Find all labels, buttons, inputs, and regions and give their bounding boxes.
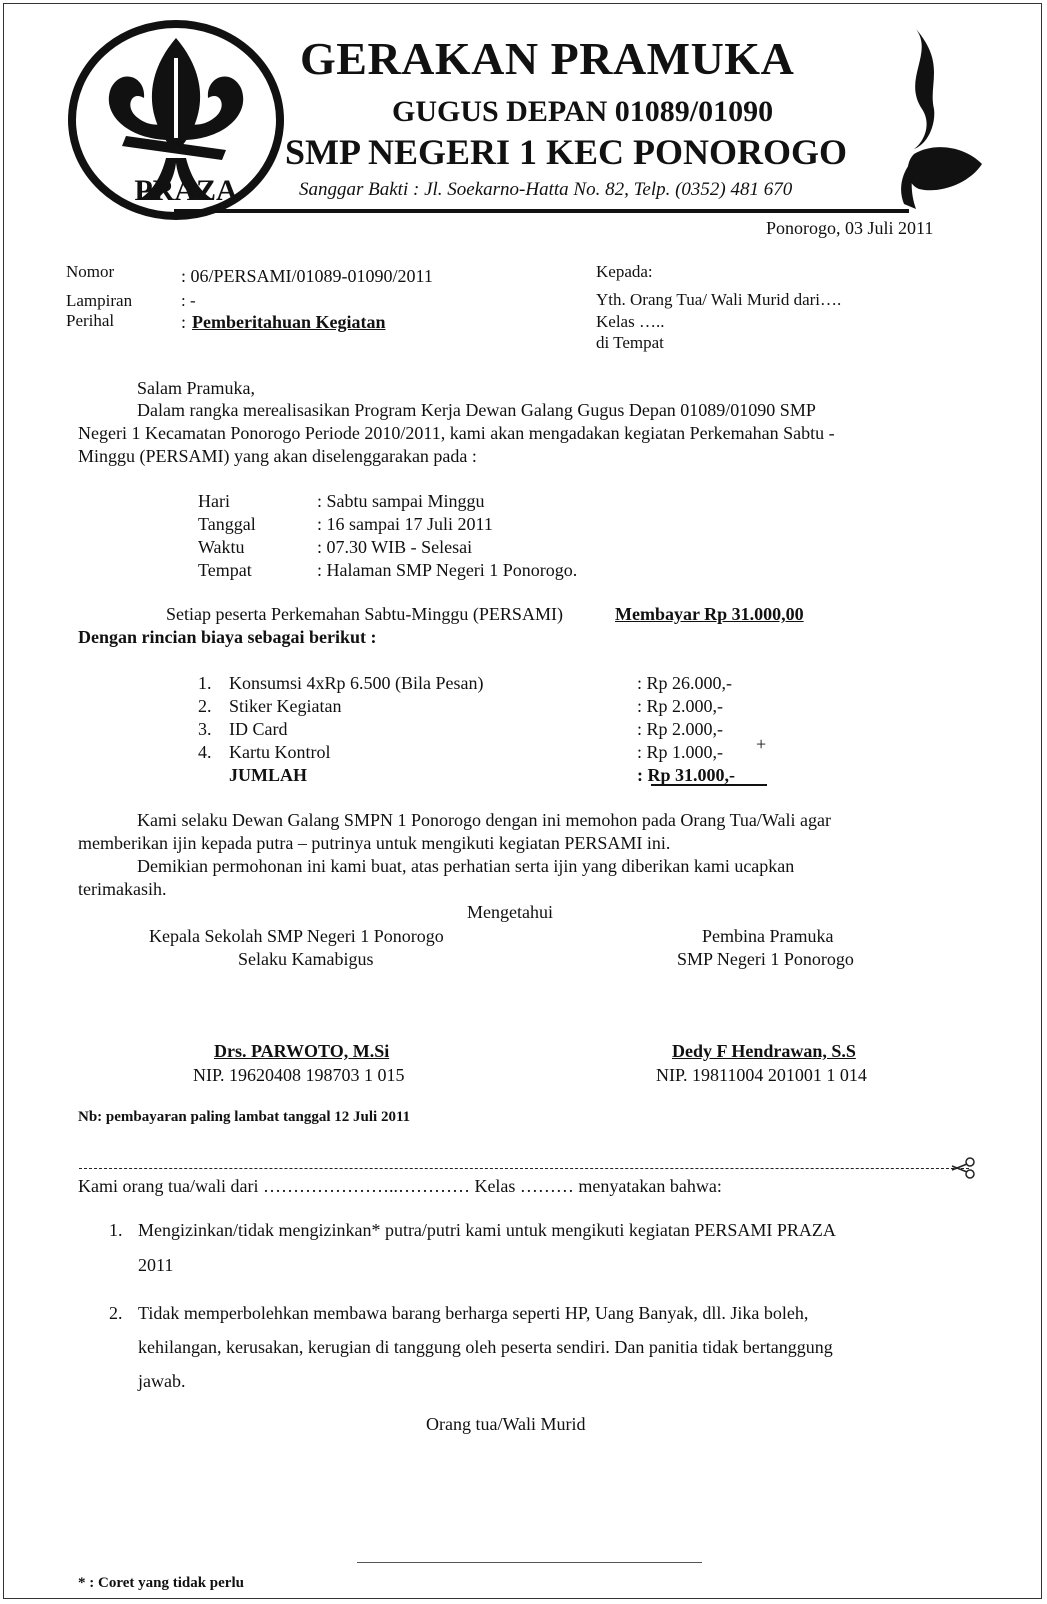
left-signer-name: Drs. PARWOTO, M.Si bbox=[214, 1041, 390, 1061]
right-signer-title-1: Pembina Pramuka bbox=[702, 926, 834, 946]
recipient-tempat: di Tempat bbox=[596, 333, 664, 352]
cost-total-label: JUMLAH bbox=[229, 765, 307, 785]
intro-line-3: Minggu (PERSAMI) yang akan diselenggarakan pada : bbox=[78, 446, 477, 466]
closing-line-1: Kami selaku Dewan Galang SMPN 1 Ponorogo dengan ini memohon pada Orang Tua/Wali agar bbox=[137, 810, 831, 830]
perihal-colon: : bbox=[181, 312, 187, 332]
schedule-value: : 16 sampai 17 Juli 2011 bbox=[317, 514, 493, 534]
closing-line-3: Demikian permohonan ini kami buat, atas perhatian serta ijin yang diberikan kami ucapkan bbox=[137, 856, 795, 876]
right-signer-title-2: SMP Negeri 1 Ponorogo bbox=[677, 949, 854, 969]
torch-flame-icon bbox=[894, 24, 994, 219]
gudep-title: GUGUS DEPAN 01089/01090 bbox=[392, 95, 774, 128]
cost-amount: : Rp 2.000,- bbox=[637, 696, 724, 716]
right-signer-name: Dedy F Hendrawan, S.S bbox=[672, 1041, 856, 1061]
cost-item: ID Card bbox=[229, 719, 288, 739]
closing-line-2: memberikan ijin kepada putra – putrinya untuk mengikuti kegiatan PERSAMI ini. bbox=[78, 833, 671, 853]
schedule-label: Tanggal bbox=[198, 514, 256, 534]
footnote: * : Coret yang tidak perlu bbox=[78, 1575, 244, 1591]
schedule-label: Hari bbox=[198, 491, 230, 511]
slip-signer: Orang tua/Wali Murid bbox=[426, 1414, 586, 1434]
mengetahui: Mengetahui bbox=[467, 902, 553, 922]
header-rule bbox=[174, 209, 909, 213]
recipient-kelas: Kelas ….. bbox=[596, 312, 665, 331]
plus-sign: + bbox=[756, 734, 767, 754]
perihal-label: Perihal bbox=[66, 311, 115, 330]
slip-item-no: 1. bbox=[109, 1220, 123, 1240]
date-line: Ponorogo, 03 Juli 2011 bbox=[766, 218, 934, 238]
recipient-kepada: Kepada: bbox=[596, 262, 653, 281]
cost-amount: : Rp 1.000,- bbox=[637, 742, 724, 762]
cost-no: 4. bbox=[198, 742, 212, 762]
schedule-value: : Sabtu sampai Minggu bbox=[317, 491, 485, 511]
intro-line-1: Dalam rangka merealisasikan Program Kerja Dewan Galang Gugus Depan 01089/01090 SMP bbox=[137, 400, 816, 420]
payment-note: Nb: pembayaran paling lambat tanggal 12 Juli 2011 bbox=[78, 1109, 411, 1125]
cost-item: Kartu Kontrol bbox=[229, 742, 331, 762]
cost-amount: : Rp 26.000,- bbox=[637, 673, 733, 693]
cost-no: 3. bbox=[198, 719, 212, 739]
slip-item-line: Mengizinkan/tidak mengizinkan* putra/putri kami untuk mengikuti kegiatan PERSAMI PRAZA bbox=[138, 1220, 836, 1240]
slip-item-line: jawab. bbox=[138, 1371, 186, 1391]
closing-line-4: terimakasih. bbox=[78, 879, 167, 899]
fee-detail-heading: Dengan rincian biaya sebagai berikut : bbox=[78, 627, 377, 647]
slip-statement: Kami orang tua/wali dari …………………..………… Kelas ……… menyatakan bahwa: bbox=[78, 1176, 722, 1196]
signature-line bbox=[357, 1562, 702, 1563]
nomor-value: : 06/PERSAMI/01089-01090/2011 bbox=[181, 266, 433, 286]
lampiran-label: Lampiran bbox=[66, 291, 133, 310]
cut-line bbox=[79, 1168, 969, 1169]
cost-item: Stiker Kegiatan bbox=[229, 696, 342, 716]
left-signer-nip: NIP. 19620408 198703 1 015 bbox=[193, 1065, 405, 1085]
right-signer-nip: NIP. 19811004 201001 1 014 bbox=[656, 1065, 867, 1085]
recipient-yth: Yth. Orang Tua/ Wali Murid dari…. bbox=[596, 290, 842, 309]
cost-no: 2. bbox=[198, 696, 212, 716]
fee-line: Setiap peserta Perkemahan Sabtu-Minggu (PERSAMI) bbox=[166, 604, 563, 624]
address-line: Sanggar Bakti : Jl. Soekarno-Hatta No. 82, Telp. (0352) 481 670 bbox=[299, 179, 793, 200]
nomor-label: Nomor bbox=[66, 262, 115, 281]
greeting: Salam Pramuka, bbox=[137, 378, 255, 398]
left-signer-title-1: Kepala Sekolah SMP Negeri 1 Ponorogo bbox=[149, 926, 444, 946]
slip-item-line: Tidak memperbolehkan membawa barang berharga seperti HP, Uang Banyak, dll. Jika boleh, bbox=[138, 1303, 809, 1323]
school-title: SMP NEGERI 1 KEC PONOROGO bbox=[285, 132, 848, 172]
cost-total-amount: : Rp 31.000,- bbox=[637, 765, 735, 785]
cost-item: Konsumsi 4xRp 6.500 (Bila Pesan) bbox=[229, 673, 484, 693]
slip-item-line: 2011 bbox=[138, 1255, 174, 1275]
schedule-value: : 07.30 WIB - Selesai bbox=[317, 537, 473, 557]
scissors-icon bbox=[950, 1156, 976, 1180]
cost-amount: : Rp 2.000,- bbox=[637, 719, 724, 739]
left-signer-title-2: Selaku Kamabigus bbox=[238, 949, 374, 969]
logo-text: PRAZA bbox=[134, 174, 238, 207]
lampiran-value: : - bbox=[181, 291, 196, 310]
fleur-de-lis-icon bbox=[66, 18, 286, 223]
schedule-label: Tempat bbox=[198, 560, 252, 580]
slip-item-line: kehilangan, kerusakan, kerugian di tanggung oleh peserta sendiri. Dan panitia tidak bertanggung bbox=[138, 1337, 833, 1357]
fee-amount: Membayar Rp 31.000,00 bbox=[615, 604, 804, 624]
schedule-label: Waktu bbox=[198, 537, 245, 557]
perihal-value: Pemberitahuan Kegiatan bbox=[192, 312, 386, 332]
intro-line-2: Negeri 1 Kecamatan Ponorogo Periode 2010/2011, kami akan mengadakan kegiatan Perkemahan Sabtu - bbox=[78, 423, 835, 443]
org-title: GERAKAN PRAMUKA bbox=[300, 33, 795, 84]
cost-no: 1. bbox=[198, 673, 212, 693]
letter-page bbox=[3, 3, 1042, 1599]
slip-item-no: 2. bbox=[109, 1303, 123, 1323]
schedule-value: : Halaman SMP Negeri 1 Ponorogo. bbox=[317, 560, 578, 580]
